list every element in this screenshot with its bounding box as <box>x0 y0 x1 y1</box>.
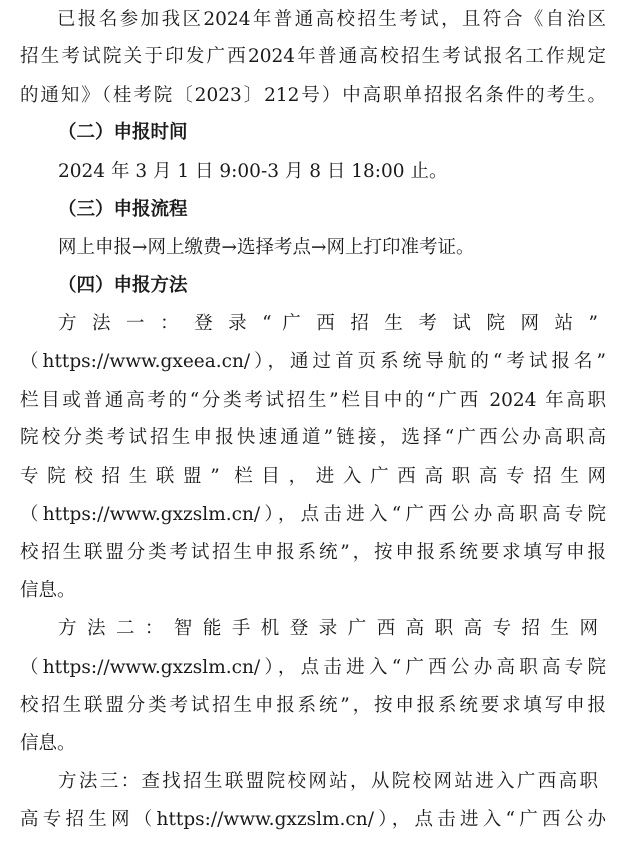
paragraph-line: 网上申报→网上缴费→选择考点→网上打印准考证。 <box>58 237 475 258</box>
paragraph-line: 高专招生网（https://www.gxzslm.cn/），点击进入“广西公办 <box>20 809 606 830</box>
paragraph-line: （https://www.gxzslm.cn/），点击进入“广西公办高职高专院 <box>20 504 606 525</box>
paragraph-line: 方 法 一 ： 登 录 “ 广 西 招 生 考 试 院 网 站 ” <box>58 313 598 334</box>
paragraph-line: 2024 年 3 月 1 日 9:00-3 月 8 日 18:00 止。 <box>58 161 448 182</box>
section-heading: （四）申报方法 <box>58 275 188 296</box>
paragraph-line: 已报名参加我区2024年普通高校招生考试，且符合《自治区 <box>57 9 606 30</box>
paragraph-line: 信息。 <box>20 733 76 754</box>
paragraph-line: 方法三：查找招生联盟院校网站，从院校网站进入广西高职 <box>58 771 598 792</box>
paragraph-line: 栏目或普通高考的“分类考试招生”栏目中的“广西 2024 年高职 <box>20 390 606 411</box>
paragraph-line: 专院校招生联盟” 栏目，进入广西高职高专招生网 <box>20 466 606 487</box>
paragraph-line: 信息。 <box>20 580 76 601</box>
section-heading: （三）申报流程 <box>58 199 188 220</box>
paragraph-line: 院校分类考试招生申报快速通道”链接，选择“广西公办高职高 <box>20 427 606 448</box>
paragraph-line: 招生考试院关于印发广西2024年普通高校招生考试报名工作规定 <box>20 46 606 67</box>
paragraph-line: 方 法 二 ： 智 能 手 机 登 录 广 西 高 职 高 专 招 生 网 <box>58 618 598 639</box>
section-heading: （二）申报时间 <box>58 122 188 143</box>
paragraph-line: 校招生联盟分类考试招生申报系统”，按申报系统要求填写申报 <box>20 542 606 563</box>
paragraph-line: 的通知》（桂考院〔2023〕212号）中高职单招报名条件的考生。 <box>20 85 606 106</box>
paragraph-line: （https://www.gxzslm.cn/），点击进入“广西公办高职高专院 <box>20 657 606 678</box>
paragraph-line: （https://www.gxeea.cn/），通过首页系统导航的“考试报名” <box>20 351 606 372</box>
paragraph-line: 校招生联盟分类考试招生申报系统”，按申报系统要求填写申报 <box>20 695 606 716</box>
